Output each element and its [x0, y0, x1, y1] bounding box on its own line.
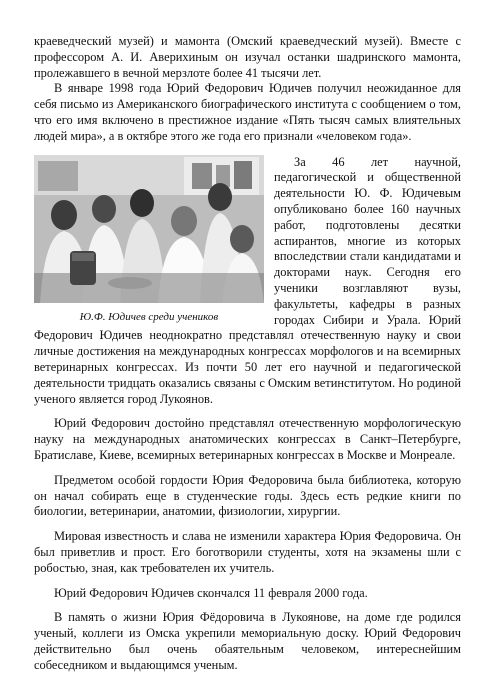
paragraph-death-date: Юрий Федорович Юдичев скончался 11 февраля 2000 года. — [54, 585, 368, 600]
paragraph-congresses: Юрий Федорович достойно представлял отечественную морфологическую науку на международных анатомических конгрессах в Санкт–Петербурге, Братиславе, Киеве, всемирных ветеринарных конгрессах в Москве и Монреале. — [34, 416, 461, 462]
photo-yudichev-with-students — [34, 155, 264, 303]
paragraph-american-institute: В январе 1998 года Юрий Федорович Юдичев получил неожиданное для себя письмо из Американского биографического института с сообщением о том, что его имя включено в престижное издание «Пять тысяч самых влиятельных людей мира», а в октябре этого же года его признали «человеком года». — [34, 81, 461, 143]
paragraph-mammoth: краеведческий музей) и мамонта (Омский краеведческий музей). Вместе с профессором А. И. Аверихиным он изучал останки шадринского мамонта, пролежавшего в вечной мерзлоте более 41 тысячи лет. — [34, 34, 461, 80]
photo-illustration — [34, 155, 264, 303]
paragraph-library: Предметом особой гордости Юрия Федоровича была библиотека, которую он начал собирать еще в студенческие годы. Здесь есть редкие книги по биологии, ветеринарии, анатомии, физиологии, хирургии. — [34, 472, 461, 519]
paragraph-career: За 46 лет научной, педагогической и общественной деятельности Ю. Ф. Юдичевым опубликовано более 160 научных работ, подготовлены десятки аспирантов, многие из которых впоследствии стали кандидатами и докторами наук. Сегодня его ученики возглавляют вузы, факультеты, кафедры в разных городах Сибири и Урала. Юрий Федорович Юдичев неоднократно представлял отечественную науку и свои личные достижения на международных конгрессах морфологов и на всемирных ветеринарных конгрессах. Из почти 50 лет его научной и педагогической деятельности тридцать оказались связаны с Омским ветинститутом. Но родиной ученого является город Лукоянов. — [34, 154, 461, 406]
paragraph-character: Мировая известность и слава не изменили характера Юрия Федоровича. Он был приветлив и прост. Его боготворили студенты, хотя на экзамены шли с робостью, зная, как требователен их учитель. — [34, 529, 461, 575]
figure-students — [34, 155, 264, 324]
paragraph-memorial: В память о жизни Юрия Фёдоровича в Лукоянове, на доме где родился ученый, коллеги из Омска укрепили мемориальную доску. Юрий Федорович действительно был очень обаятельным человеком, интереснейшим собеседником и выдающимся ученым. — [34, 610, 461, 672]
figure-caption: Ю.Ф. Юдичев среди учеников — [79, 310, 219, 323]
